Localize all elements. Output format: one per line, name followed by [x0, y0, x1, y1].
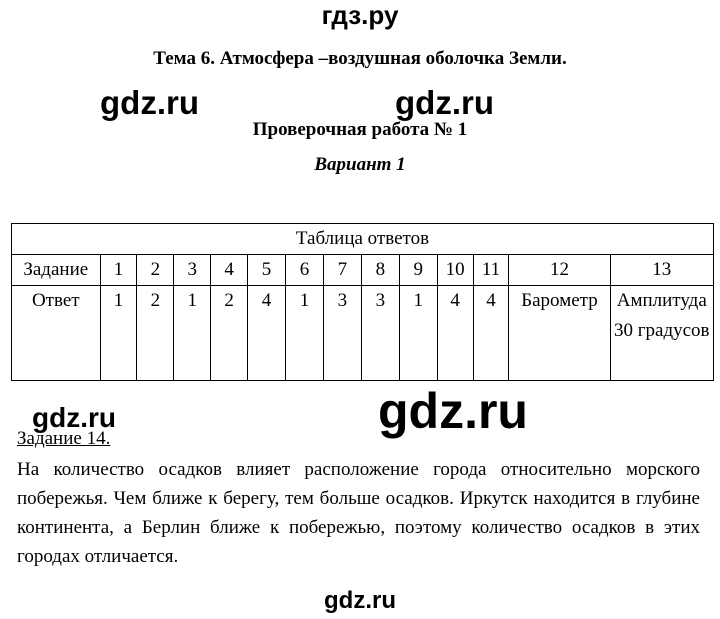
task-14-label: Задание 14. [17, 428, 111, 449]
answer-cell: Барометр [509, 286, 610, 381]
answer-cell: 1 [174, 286, 211, 381]
answer-cell: 2 [211, 286, 248, 381]
task-number: 7 [323, 255, 361, 286]
answer-cell: 1 [285, 286, 323, 381]
task-number: 11 [473, 255, 509, 286]
row-label-task: Задание [12, 255, 101, 286]
answers-table [11, 223, 714, 381]
answer-cell: Амплитуда 30 градусов [610, 286, 713, 381]
answer-cell: 3 [323, 286, 361, 381]
table-row-tasks [12, 255, 714, 286]
answer-cell: 2 [137, 286, 174, 381]
answer-cell: 1 [399, 286, 437, 381]
task-number: 1 [100, 255, 137, 286]
watermark-bottom: gdz.ru [324, 587, 396, 614]
table-row-answers [12, 286, 714, 381]
table-caption: Таблица ответов [12, 224, 714, 255]
answer-cell: 4 [437, 286, 473, 381]
task-number: 2 [137, 255, 174, 286]
work-title: Проверочная работа № 1 [252, 119, 468, 140]
row-label-answer: Ответ [12, 286, 101, 381]
task-number: 3 [174, 255, 211, 286]
watermark-3: gdz.ru [32, 402, 116, 433]
task-number: 12 [509, 255, 610, 286]
task-number: 9 [399, 255, 437, 286]
task-14-text: На количество осадков влияет расположение города относительно морского побережья. Чем ближе к берегу, тем больше осадков. Иркутск находится в глубине континента, а Берлин ближе к побережью, поэтому количество осадков в этих городах отличается. [17, 459, 700, 567]
watermark-2: gdz.ru [395, 84, 494, 121]
task-number: 8 [361, 255, 399, 286]
task-number: 13 [610, 255, 713, 286]
watermark-top: гдз.ру [321, 0, 399, 30]
watermark-4: gdz.ru [378, 383, 528, 439]
task-number: 5 [248, 255, 286, 286]
answer-cell: 4 [473, 286, 509, 381]
variant-title: Вариант 1 [314, 154, 406, 175]
task-number: 10 [437, 255, 473, 286]
answer-cell: 3 [361, 286, 399, 381]
watermark-1: gdz.ru [100, 84, 199, 121]
task-number: 6 [285, 255, 323, 286]
answer-cell: 1 [100, 286, 137, 381]
topic-title: Тема 6. Атмосфера –воздушная оболочка Земли. [153, 48, 567, 69]
task-number: 4 [211, 255, 248, 286]
answer-cell: 4 [248, 286, 286, 381]
